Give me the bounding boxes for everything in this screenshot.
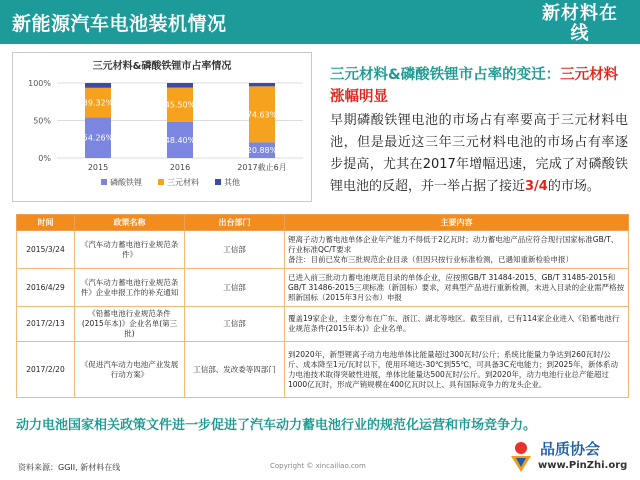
data-label: 74.63% [246,110,278,120]
cell-content: 已进入前三批动力蓄电池规范目录的单体企业，应按照GB/T 31484-2015、GB/T 31485-2015和GB/T 31486-2015三项标准（新国标）要求，对典型产品进行重新检测，未进入目录的企业需严格按照新国标（2015年3月公布）申报 [285,269,629,307]
body-highlight: 3/4 [525,179,548,194]
y-tick-label: 0% [38,154,51,163]
body-paragraph [330,110,628,198]
quality-association-badge [508,438,636,478]
cell-date: 2017/2/20 [17,342,75,398]
cell-date: 2015/3/24 [17,231,75,269]
x-tick-label: 2017截止6月 [237,163,287,172]
cell-date: 2016/4/29 [17,269,75,307]
table-header-row [17,215,629,231]
headline-text: 三元材料&磷酸铁锂市占率的变迁： [330,67,561,83]
logo-domain: xincailiao.com [544,44,616,55]
page-title: 新能源汽车电池装机情况 [12,13,227,35]
logo-mark: 新材料在线 [542,3,618,44]
data-label: 20.88% [246,146,278,156]
legend-label: 其他 [224,178,240,187]
page-header [0,0,640,55]
legend-swatch [215,179,221,185]
badge-emblem-icon [508,440,534,474]
bar-segment [249,83,275,86]
badge-title: 品质协会 [540,440,601,458]
chart-title: 三元材料&磷酸铁锂市占率情况 [92,61,232,72]
column-header-date: 时间 [17,215,75,231]
source-note: 资料来源：GGII, 新材料在线 [18,463,121,472]
bar-segment [167,83,193,88]
copyright-note: Copyright © xincailiao.com [270,462,366,470]
cell-department: 工信部、发改委等四部门 [185,342,285,398]
column-header-content: 主要内容 [285,215,629,231]
body-text-part2: 的市场。 [547,179,600,194]
conclusion-text: 动力电池国家相关政策文件进一步促进了汽车动力蓄电池行业的规范化运营和市场竞争力。 [16,418,537,433]
cell-content: 覆盖19家企业，主要分布在广东、浙江、湖北等地区。截至目前，已有114家企业进入《铅蓄电池行业规范条件(2015年本)》企业名单。 [285,307,629,342]
brand-logo [534,3,626,55]
legend-label: 磷酸铁锂 [110,178,142,187]
bar-segment [85,83,111,88]
cell-policy: 《汽车动力蓄电池行业规范条件》 [75,231,185,269]
stacked-bar-chart [13,53,313,203]
column-header-policy: 政策名称 [75,215,185,231]
legend-label: 三元材料 [167,178,199,187]
data-label: 45.50% [164,100,196,110]
cell-content: 锂离子动力蓄电池单体企业年产能力不得低于2亿瓦时；动力蓄电池产品应符合现行国家标准GB/T、行业标准QC/T要求 备注：目前已发布三批规范企业目录（但因只按行业标准检测，已遇知重新检验申报） [285,231,629,269]
cell-department: 工信部 [185,231,285,269]
data-label: 48.40% [164,135,196,145]
cell-policy: 《促进汽车动力电池产业发展行动方案》 [75,342,185,398]
chart-container [12,52,312,202]
policy-table [16,214,629,398]
column-header-department: 出台部门 [185,215,285,231]
legend-swatch [101,179,107,185]
x-tick-label: 2016 [169,163,191,172]
table-row [17,269,629,307]
cell-policy: 《汽车动力蓄电池行业规范条件》企业申报工作的补充通知 [75,269,185,307]
cell-department: 工信部 [185,269,285,307]
cell-content: 到2020年，新型锂离子动力电池单体比能量超过300瓦时/公斤；系统比能量力争达到260瓦时/公斤、成本降至1元/瓦时以下，使用环境达-30℃到55℃，可具备3C充电能力；到2025年，新体系动力电池技术取得突破性进展，单体比能量达500瓦时/公斤。到2020年，动力电池行业总产能超过1000亿瓦时，形成产销规模在400亿瓦时以上、具有国际竞争力的龙头企业。 [285,342,629,398]
body-text-part1: 早期磷酸铁锂电池的市场占有率要高于三元材料电池，但是最近这三年三元材料电池的市场占有率逐步提高，尤其在2017年增幅迅速，完成了对磷酸铁锂电池的反超，并一举占据了接近 [330,113,628,194]
cell-department: 工信部 [185,307,285,342]
x-tick-label: 2015 [87,163,109,172]
badge-url: www.PinZhi.org [538,460,628,471]
y-tick-label: 50% [33,116,51,126]
data-label: 39.32% [82,98,114,108]
headline-highlight: 三元材料涨幅明显 [330,67,619,105]
table-row [17,231,629,269]
table-row [17,342,629,398]
cell-date: 2017/2/13 [17,307,75,342]
cell-policy: 《铅蓄电池行业规范条件(2015年本)》企业名单(第三批) [75,307,185,342]
data-label: 54.26% [82,133,114,143]
table-row [17,307,629,342]
y-tick-label: 100% [28,79,51,88]
headline [330,64,628,108]
legend-swatch [158,179,164,185]
